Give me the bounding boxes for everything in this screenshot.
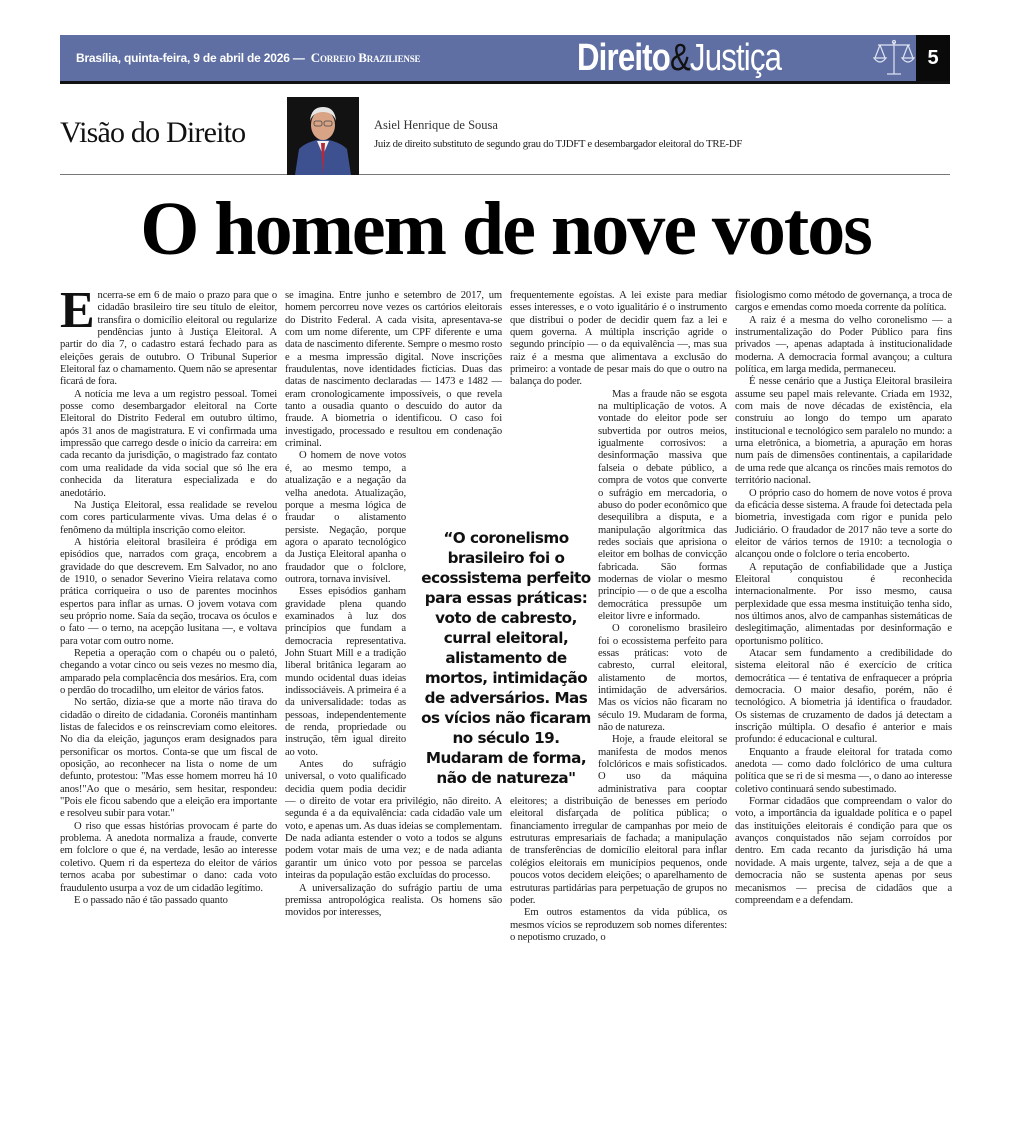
section-title-part2: Justiça: [689, 37, 782, 79]
newspaper-name: Correio Braziliense: [310, 50, 421, 65]
author-portrait-image: [287, 97, 359, 175]
article-paragraph: E o passado não é tão passado quanto: [74, 894, 228, 906]
article-paragraph: É nesse cenário que a Justiça Eleitoral brasileira assume seu papel mais relevante. Criada em 1932, com mais de nove décadas de existência, ela construiu ao longo do tempo um aparato institucional e tecnológico sem paralelo no mundo: a urna eletrônica, a biometria, a apuração em horas num país de dimensões continentais, a capilaridade de uma rede que alcança os rincões mais remotos do território nacional.: [735, 376, 952, 487]
page-number: 5: [916, 35, 950, 81]
paragraph-text: ncerra-se em 6 de maio o prazo para que o cidadão brasileiro tire seu título de eleitor, transfira o domicílio eleitoral ou regularize pendências junto à Justiça Eleitoral. A partir do dia 7, o cadastro estará fechado para as eleições gerais de outubro. O Tribunal Superior Eleitoral faz o chamamento. Quem não se apresentar ficará de fora.: [60, 290, 277, 388]
article-paragraph: Hoje, a fraude eleitoral se manifesta de modos menos folclóricos e mais sofisticados. O uso da máquina administrativa para cooptar eleitores; a distribuição de benesses em período eleitoral disfarçada de política pública; o financiamento irregular de campanhas por meio de estruturas empresariais de fachada; a manipulação de transferências de domicílio eleitoral para inflar colégios eleitorais em municípios pequenos, onde poucos votos decidem eleições; o aparelhamento de estruturas partidárias para perpetuação de grupos no poder.: [510, 734, 727, 906]
dateline: [76, 50, 420, 66]
column-header: [60, 96, 950, 175]
article-paragraph: O riso que essas histórias provocam é parte do problema. A anedota normaliza a fraude, converte em folclore o que é, na verdade, lesão ao interesse coletivo. Quem ri da esperteza do eleitor de vários ternos acaba por subestimar o dano: cada voto fraudulento usurpa a voz de um cidadão legítimo.: [60, 820, 277, 894]
scales-of-justice-icon: [872, 38, 916, 78]
article-paragraph: No sertão, dizia-se que a morte não tirava do cidadão o direito de cidadania. Coronéis mantinham listas de falecidos e os reinscreviam como eleitores. No dia da eleição, jagunços eram designados para personificar os mortos. Conta-se que um fiscal de oposição, ao reconhecer na lista o nome de um defunto, protestou: "Mas esse homem morreu há 10 anos!"Ao que o mesário, sem hesitar, respondeu: "Pois ele ficou sabendo que a eleição era importante e resolveu subir para votar.": [60, 697, 277, 820]
article-paragraph: Formar cidadãos que compreendam o valor do voto, a importância da igualdade política e o papel das instituições eleitorais é condição para que os avanços conquistados não sejam corroídos por dentro. Em cada recanto da jurisdição há uma novidade. A mais urgente, talvez, seja a de que a democracia não se sustenta apenas por seus mecanismos — precisa de cidadãos que a compreendam e a defendam.: [735, 796, 952, 906]
article-paragraph: A reputação de confiabilidade que a Justiça Eleitoral conquistou é reconhecida internacionalmente. Por isso mesmo, causa perplexidade que essa mesma instituição tenha sido, nos últimos anos, alvo de campanhas sistemáticas de deslegitimação, alimentadas por desinformação e oportunismo político.: [735, 561, 952, 647]
drop-cap: E: [60, 290, 95, 339]
article-paragraph: A notícia me leva a um registro pessoal. Tomei posse como desembargador eleitoral na Corte Eleitoral do Distrito Federal em outubro último, após 31 anos de magistratura. E vi confirmada uma impressão que carrego desde o início da carreira: em cada recanto da jurisdição, o magistrado faz contato com uma realidade da vida social que só lhe era conhecida da literatura especializada e do anedotário.: [60, 388, 277, 499]
article-paragraph: se imagina. Entre junho e setembro de 2017, um homem percorreu nove vezes os cartórios eleitorais do Distrito Federal. A cada visita, apresentava-se com um nome diferente, um CPF diferente e uma data de nascimento diferente. Sempre o mesmo rosto e a mesma impressão digital. Nove inscrições fraudulentas, nove identidades fictícias. Duas das datas de nascimento declaradas — 1473 e 1482 — eram cronologicamente impossíveis, o que revela tanto a ousadia quanto o descuido do autor da fraude. A biometria o identificou. O caso foi investigado, processado e resultou em condenação criminal.: [285, 290, 502, 450]
article-paragraph: Na Justiça Eleitoral, essa realidade se revelou com cores particularmente vivas. Uma delas é o fenômeno da múltipla inscrição como eleitor.: [60, 499, 277, 536]
article-paragraph: O homem de nove votos é, ao mesmo tempo, a atualização e a negação da velha anedota. Atualização, porque a mesma lógica de fraudar o alistamento persiste. Negação, porque agora o aparato tecnológico da Justiça Eleitoral apanha o fraudador que o folclore, outrora, tornava invisível.: [285, 450, 406, 585]
author-role: Juiz de direito substituto de segundo grau do TJDFT e desembargador eleitoral do TRE-DF: [374, 138, 743, 150]
article-paragraph: Atacar sem fundamento a credibilidade do sistema eleitoral não é exercício de crítica democrática — é tentativa de enfraquecer a própria democracia. O maior desafio, porém, não é tecnológico. A biometria já identifica o fraudador. Os sistemas de cruzamento de dados já detectam a inscrição múltipla. O desafio é anterior e mais profundo: é educacional e cultural.: [735, 647, 952, 746]
article-paragraph: Em outros estamentos da vida pública, os mesmos vícios se reproduzem sob nomes diferentes: o nepotismo cruzado, o: [510, 907, 727, 943]
article-paragraph: Mas a fraude não se esgota na multiplicação de votos. A vontade do eleitor pode ser subvertida por outros meios, igualmente corrosivos: a desinformação massiva que falseia o debate público, a compra de votos que converte o sufrágio em mercadoria, o abuso do poder econômico que desequilibra a disputa, e a manipulação algorítmica das redes sociais que aprisiona o eleitor em bolhas de convicção fabricada. São formas modernas de violar o mesmo princípio — o de que a escolha democrática pressupõe um eleitor livre e informado.: [598, 388, 727, 622]
article-column-1: [60, 290, 277, 1138]
article-column-4: [735, 290, 952, 1138]
column-name: Visão do Direito: [60, 116, 246, 149]
article-paragraph: fisiologismo como método de governança, a troca de cargos e emendas como moeda corrente da política.: [735, 290, 952, 314]
pull-quote: “O coronelismo brasileiro foi o ecossistema perfeito para essas práticas: voto de cabresto, curral eleitoral, alistamento de mortos, intimidação de adversários. Mas os vícios não ficaram no século 19. Mudaram de forma, não de natureza": [421, 529, 591, 787]
article-paragraph: O próprio caso do homem de nove votos é prova da eficácia desse sistema. A fraude foi detectada pela biometria, investigada com rigor e punida pelo Judiciário. O fraudador de 2017 não teve a sorte do eleitor de vários ternos de 1910: a tecnologia o alcançou onde o folclore o teria encoberto.: [735, 487, 952, 561]
section-title-ampersand: &: [669, 37, 690, 79]
section-title: [577, 35, 781, 81]
author-name: Asiel Henrique de Sousa: [374, 118, 498, 132]
section-title-part1: Direito: [577, 37, 670, 79]
article-paragraph: Repetia a operação com o chapéu ou o paletó, chegando a votar cinco ou seis vezes no mesmo dia, amparado pela complacência dos mesários. Era, com o perdão do trocadilho, um eleitor de vários fatos.: [60, 647, 277, 696]
article-paragraph: Esses episódios ganham gravidade plena quando examinados à luz dos princípios que fundam a democracia representativa. John Stuart Mill e a tradição liberal britânica legaram ao mundo ocidental duas ideias indissociáveis. A primeira é a da universalidade: todas as pessoas, independentemente de renda, propriedade ou instrução, têm igual direito ao voto.: [285, 586, 406, 758]
section-masthead: [60, 35, 950, 84]
article-paragraph: O coronelismo brasileiro foi o ecossistema perfeito para essas práticas: voto de cabresto, curral eleitoral, alistamento de mortos, intimidação de adversários. Mas os vícios não ficaram no século 19. Mudaram de forma, não de natureza.: [598, 623, 727, 734]
article-paragraph: [60, 290, 277, 389]
date-text: Brasília, quinta-feira, 9 de abril de 2026 —: [76, 51, 305, 65]
article-paragraph: A história eleitoral brasileira é pródiga em episódios que, narrados com graça, encobrem a gravidade do que descrevem. Em Salvador, no ano de 1910, o senador Severino Vieira relatava como prática corriqueira o uso de parentes mocinhos espertos para inflar as urnas. O jovem votava com seu próprio nome. Saía da seção, trocava os óculos e o fato — o terno, na acepção lusitana —, e voltava para votar com outro nome.: [60, 536, 277, 647]
article-paragraph: A raiz é a mesma do velho coronelismo — a instrumentalização do Poder Público para fins privados —, apenas adaptada à institucionalidade moderna. A democracia formal avançou; a cultura política, em larga medida, permaneceu.: [735, 314, 952, 376]
article-paragraph: Enquanto a fraude eleitoral for tratada como anedota — como dado folclórico de uma cultura política que se ri de si mesma —, o dano ao interesse coletivo continuará sendo subestimado.: [735, 746, 952, 795]
article-paragraph: frequentemente egoístas. A lei existe para mediar esses interesses, e o voto igualitário é o instrumento que distribui o poder de decidir quem faz a lei e quem governa. A múltipla inscrição agride o segundo princípio — o da equivalência —, mas sua raiz é a mesma que alimentava a exclusão do primeiro: a vontade de pesar mais do que o outro na balança do poder.: [510, 290, 727, 388]
article-paragraph: Antes do sufrágio universal, o voto qualificado decidia quem podia decidir — o direito de votar era privilégio, não direito. A segunda é a da equivalência: cada cidadão vale um voto, e apenas um. As duas ideias se complementam. De nada adianta estender o voto a todos se alguns podem votar mais de uma vez; e de nada adianta garantir um único voto por pessoa se parcelas inteiras da população estão excluídas do processo.: [285, 759, 502, 882]
article-headline: O homem de nove votos: [140, 187, 871, 271]
author-photo: [287, 97, 359, 175]
article-paragraph: A universalização do sufrágio partiu de uma premissa antropológica realista. Os homens são movidos por interesses,: [285, 882, 502, 919]
